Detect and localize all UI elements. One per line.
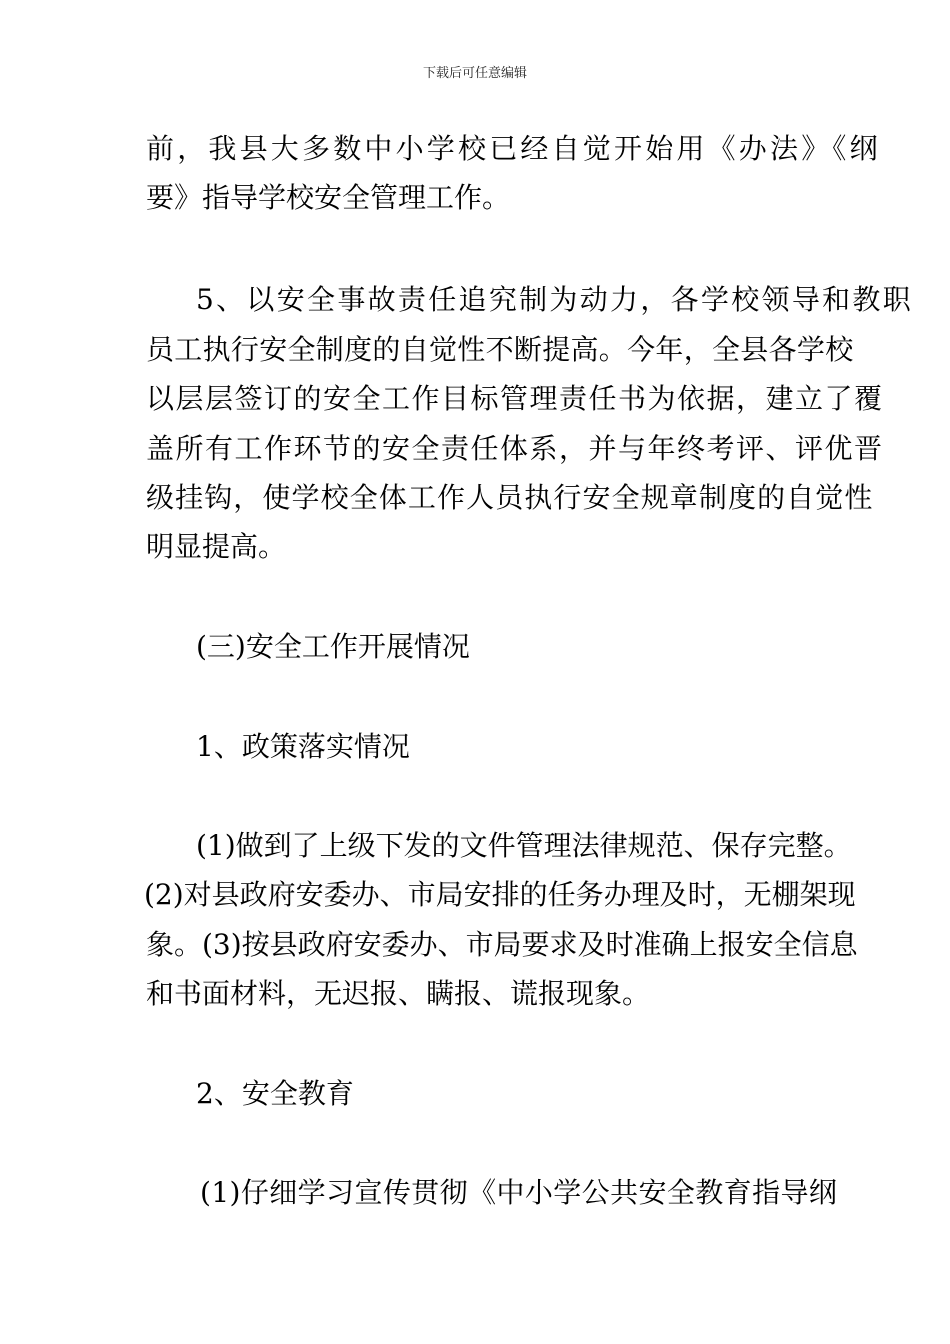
page-header: 下载后可任意编辑 [422,66,527,81]
paragraph-line: 5、以安全事故责任追究制为动力，各学校领导和教职 [196,283,914,316]
paragraph-line: 要》指导学校安全管理工作。 [146,181,511,214]
paragraph-line: 前，我县大多数中小学校已经自觉开始用《办法》《纲 [146,132,881,165]
paragraph-line: (1)仔细学习宣传贯彻《中小学公共安全教育指导纲 [200,1176,838,1209]
paragraph-line: 盖所有工作环节的安全责任体系，并与年终考评、评优晋 [146,432,884,465]
paragraph-line: 明显提高。 [146,530,287,563]
paragraph-line: 员工执行安全制度的自觉性不断提高。今年，全县各学校 [146,333,854,366]
section-heading: (三)安全工作开展情况 [196,630,470,663]
paragraph-line: 象。(3)按县政府安委办、市局要求及时准确上报安全信息 [146,928,858,961]
subsection-heading: 1、政策落实情况 [196,730,410,763]
paragraph-line: (1)做到了上级下发的文件管理法律规范、保存完整。 [196,829,852,862]
paragraph-line: 级挂钩，使学校全体工作人员执行安全规章制度的自觉性 [146,481,874,514]
paragraph-line: 和书面材料，无迟报、瞒报、谎报现象。 [146,977,651,1010]
paragraph-line: 以层层签订的安全工作目标管理责任书为依据，建立了覆 [146,382,884,415]
subsection-heading: 2、安全教育 [196,1077,354,1110]
paragraph-line: (2)对县政府安委办、市局安排的任务办理及时，无棚架现 [144,878,856,911]
